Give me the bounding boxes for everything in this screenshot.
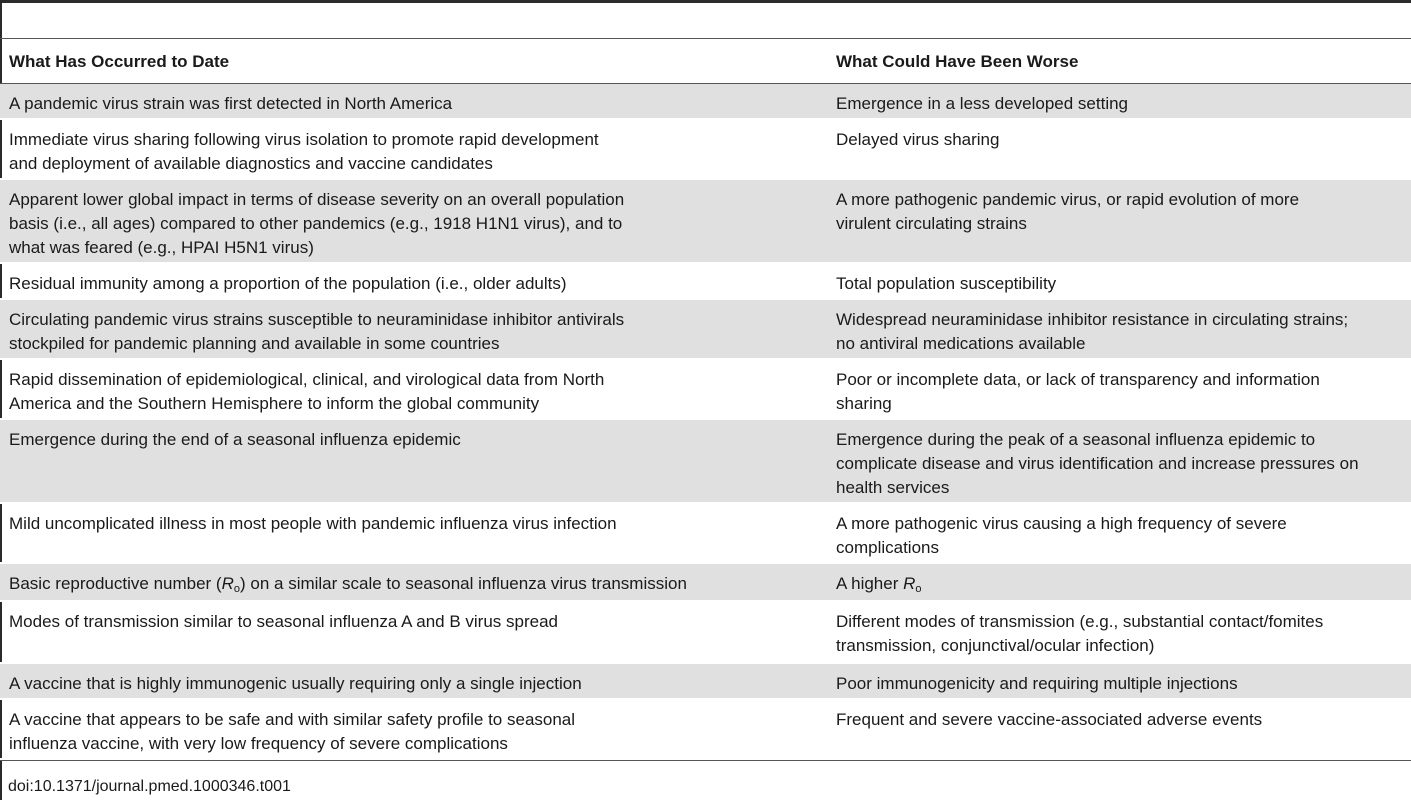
cell-worse: Frequent and severe vaccine-associated adverse events: [836, 710, 1263, 729]
table-row: [0, 420, 1411, 504]
cell-occurred: A pandemic virus strain was first detected in North America: [9, 94, 453, 113]
cell-worse: Delayed virus sharing: [836, 130, 1000, 149]
table-row: [0, 120, 1411, 180]
header-col-occurred: What Has Occurred to Date: [9, 52, 230, 71]
cell-worse: Total population susceptibility: [836, 274, 1057, 293]
cell-occurred: A vaccine that appears to be safe and with similar safety profile to seasonal influenza vaccine, with very low frequency of severe complications: [9, 710, 576, 753]
cell-worse: A higher $R_o$: [836, 574, 922, 595]
cell-worse: Different modes of transmission (e.g., substantial contact/fomites transmission, conjunctival/ocular infection): [836, 612, 1324, 655]
table-row: [0, 84, 1411, 120]
cell-occurred: Apparent lower global impact in terms of disease severity on an overall population basis (i.e., all ages) compared to other pandemics (e.g., 1918 H1N1 virus), and to what was feared (e.g., HPAI H5N1 virus): [9, 190, 625, 257]
table-row: [0, 700, 1411, 760]
cell-occurred: Modes of transmission similar to seasonal influenza A and B virus spread: [9, 612, 558, 631]
cell-worse: Widespread neuraminidase inhibitor resistance in circulating strains; no antiviral medications available: [836, 310, 1349, 353]
cell-occurred: Basic reproductive number $(R_o)$ on a similar scale to seasonal influenza virus transmission: [9, 574, 687, 595]
table-row: [0, 300, 1411, 360]
cell-occurred: Rapid dissemination of epidemiological, clinical, and virological data from North America and the Southern Hemisphere to inform the global community: [9, 370, 605, 413]
table-row: [0, 264, 1411, 300]
cell-occurred: Emergence during the end of a seasonal influenza epidemic: [9, 430, 461, 449]
cell-worse: Emergence during the peak of a seasonal influenza epidemic to complicate disease and virus identification and increase pressures on health services: [836, 430, 1359, 497]
table-bottom-rule: [0, 760, 1411, 761]
cell-occurred: Circulating pandemic virus strains susceptible to neuraminidase inhibitor antivirals stockpiled for pandemic planning and available in some countries: [9, 310, 625, 353]
doi-label: doi:10.1371/journal.pmed.1000346.t001: [8, 778, 291, 795]
cell-worse: A more pathogenic virus causing a high frequency of severe complications: [836, 514, 1287, 557]
table-row: [0, 180, 1411, 264]
cell-occurred: Residual immunity among a proportion of the population (i.e., older adults): [9, 274, 567, 293]
table-row: [0, 564, 1411, 602]
table-row: [0, 360, 1411, 420]
table-row: [0, 664, 1411, 700]
cell-worse: A more pathogenic pandemic virus, or rapid evolution of more virulent circulating strains: [836, 190, 1300, 233]
table-header: [0, 39, 1411, 83]
cell-occurred: Immediate virus sharing following virus isolation to promote rapid development and deployment of available diagnostics and vaccine candidates: [9, 130, 599, 173]
cell-worse: Poor or incomplete data, or lack of transparency and information sharing: [836, 370, 1320, 413]
cell-occurred: A vaccine that is highly immunogenic usually requiring only a single injection: [9, 674, 582, 693]
table-row: [0, 504, 1411, 564]
table-row: [0, 602, 1411, 664]
header-col-worse: What Could Have Been Worse: [836, 52, 1079, 71]
cell-occurred: Mild uncomplicated illness in most people with pandemic influenza virus infection: [9, 514, 617, 533]
cell-worse: Poor immunogenicity and requiring multiple injections: [836, 674, 1238, 693]
top-border: [0, 0, 1411, 3]
cell-worse: Emergence in a less developed setting: [836, 94, 1129, 113]
